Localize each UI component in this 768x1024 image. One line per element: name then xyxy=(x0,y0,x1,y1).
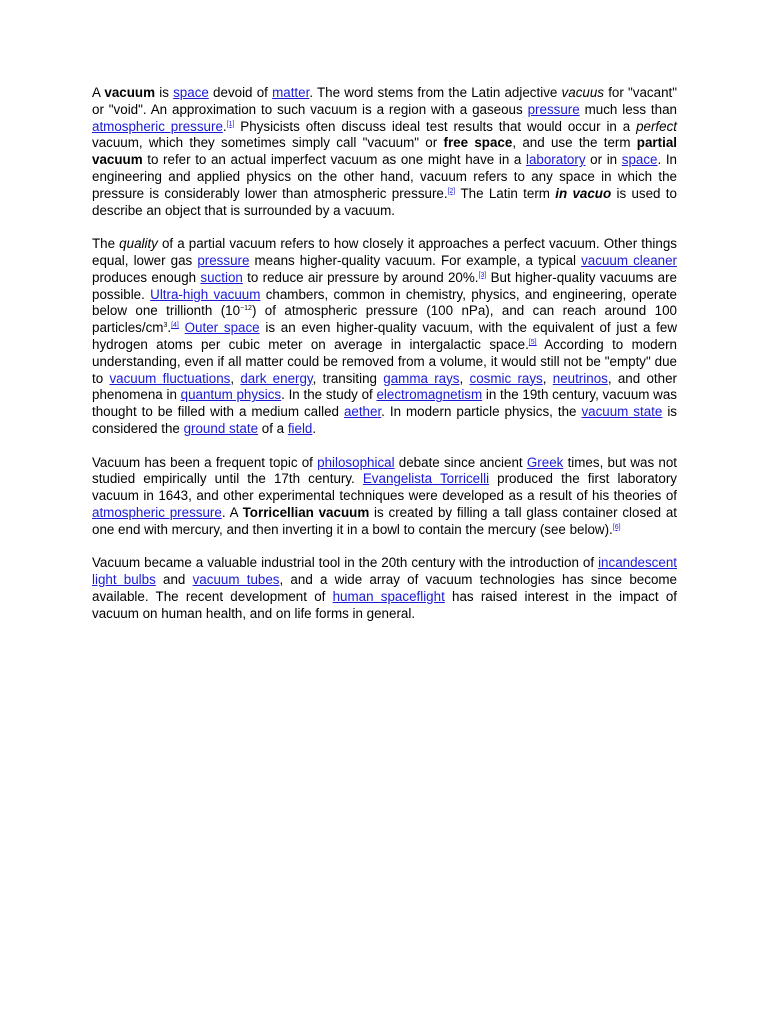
citation-superscript xyxy=(529,339,537,346)
wiki-link[interactable]: vacuum fluctuations xyxy=(109,370,231,386)
wiki-link[interactable]: space xyxy=(173,85,209,100)
text-run: of a partial vacuum refers to how closely it approaches a perfect vacuum. Other things equal, lower gas xyxy=(92,236,678,268)
text-run: Vacuum has been a frequent topic of xyxy=(92,454,318,470)
text-run: and xyxy=(155,572,193,588)
text-run: . xyxy=(312,420,317,436)
text-run: is used to describe an object that is surrounded by a vacuum. xyxy=(92,185,677,218)
wiki-link[interactable]: vacuum cleaner xyxy=(581,252,677,268)
bold-term: vacuum xyxy=(104,85,156,100)
text-run: , xyxy=(542,370,553,386)
text-run: is an even higher-quality vacuum, with the equivalent of just a few hydrogen atoms per cubic meter on average in intergalactic space. xyxy=(92,320,677,352)
citation-superscript xyxy=(171,322,179,329)
wiki-link[interactable]: incandescent light bulbs xyxy=(92,555,677,588)
text-run: . A xyxy=(221,504,243,520)
text-run: for "vacant" or "void". An approximation to such vacuum is a region with a gaseous xyxy=(92,85,677,117)
text-run: , xyxy=(230,370,241,386)
citation-superscript xyxy=(613,524,621,531)
text-run: The Latin term xyxy=(455,185,556,201)
text-run: of a xyxy=(258,420,288,436)
wiki-link[interactable]: ground state xyxy=(183,420,259,436)
citation-link[interactable]: [4] xyxy=(171,322,179,330)
text-run: . In engineering and applied physics on the other hand, vacuum refers to any space in which the pressure is considerably lower than atmospheric pressure. xyxy=(92,152,678,201)
text-run: , and a wide array of vacuum technologies has since become available. The recent development of xyxy=(92,572,677,604)
wiki-link[interactable]: atmospheric pressure xyxy=(92,118,223,134)
wiki-link[interactable]: cosmic rays xyxy=(469,370,543,386)
wiki-link[interactable]: human spaceflight xyxy=(332,588,445,604)
text-run: ) of atmospheric pressure (100 nPa), and can reach around 100 particles/cm xyxy=(92,303,677,336)
citation-link[interactable]: [2] xyxy=(447,187,456,195)
bold-term: Torricellian vacuum xyxy=(242,504,370,520)
italic-term: vacuus xyxy=(561,85,604,100)
text-run: According to modern understanding, even if all matter could be removed from a volume, it would still not be "empty" due to xyxy=(92,336,677,386)
article-body xyxy=(92,85,677,639)
text-run: debate since ancient xyxy=(394,454,527,470)
wiki-link[interactable]: vacuum tubes xyxy=(192,572,280,588)
text-run: devoid of xyxy=(208,85,273,100)
bold-term: free space xyxy=(443,135,513,151)
text-run: is created by filling a tall glass container closed at one end with mercury, and then inverting it in a bowl to contain the mercury (see below). xyxy=(92,504,677,537)
text-run: times, but was not studied empirically until the 17th century. xyxy=(92,454,678,487)
wiki-link[interactable]: atmospheric pressure xyxy=(92,504,222,520)
text-run: is considered the xyxy=(92,404,677,436)
text-run: produces enough xyxy=(92,269,201,285)
italic-term: quality xyxy=(119,236,158,252)
exponent-text: −12 xyxy=(240,305,252,313)
text-run: is xyxy=(155,85,174,100)
text-run: , xyxy=(459,370,470,386)
wiki-link[interactable]: vacuum state xyxy=(581,404,663,420)
text-run: . xyxy=(222,118,227,134)
text-run: , and other phenomena in xyxy=(92,370,677,403)
citation-link[interactable]: [6] xyxy=(612,523,621,531)
wiki-link[interactable]: Ultra-high vacuum xyxy=(150,286,261,302)
text-run: But higher-quality vacuums are possible. xyxy=(92,269,677,302)
wiki-link[interactable]: matter xyxy=(272,85,310,100)
wiki-link[interactable]: pressure xyxy=(527,101,580,117)
text-run: . xyxy=(167,320,172,336)
wiki-link[interactable]: neutrinos xyxy=(552,370,608,386)
text-run: Vacuum became a valuable industrial tool in the 20th century with the introduction of xyxy=(92,555,599,571)
wiki-link[interactable]: gamma rays xyxy=(383,370,460,386)
text-run: , and use the term xyxy=(512,135,637,151)
paragraph-industrial xyxy=(92,555,677,622)
text-run: Physicists often discuss ideal test results that would occur in a xyxy=(234,118,637,134)
text-run: . The word stems from the Latin adjective xyxy=(309,85,562,100)
wiki-link[interactable]: Outer space xyxy=(184,320,260,336)
text-run: vacuum, which they sometimes simply call "vacuum" or xyxy=(92,135,444,151)
text-run: The xyxy=(92,236,120,252)
wiki-link[interactable]: aether xyxy=(343,404,382,420)
wiki-link[interactable]: philosophical xyxy=(317,454,395,470)
wiki-link[interactable]: quantum physics xyxy=(180,387,282,403)
text-run: to reduce air pressure by around 20%. xyxy=(242,269,479,285)
text-run: or in xyxy=(585,152,622,168)
text-run: in the 19th century, vacuum was thought to be filled with a medium called xyxy=(92,387,677,420)
wiki-link[interactable]: space xyxy=(621,152,658,168)
text-run: to refer to an actual imperfect vacuum as one might have in a xyxy=(142,152,526,168)
paragraph-history xyxy=(92,455,677,539)
wiki-link[interactable]: suction xyxy=(200,269,243,285)
wiki-link[interactable]: pressure xyxy=(197,252,250,268)
text-run: has raised interest in the impact of vacuum on human health, and on life forms in general. xyxy=(92,588,677,621)
text-run: chambers, common in chemistry, physics, and engineering, operate below one trillionth (10 xyxy=(92,286,677,319)
exponent-text: 3 xyxy=(163,322,168,330)
text-run: . In the study of xyxy=(281,387,377,403)
wiki-link[interactable]: Greek xyxy=(526,454,564,470)
citation-link[interactable]: [3] xyxy=(478,271,487,279)
text-run: means higher-quality vacuum. For example, a typical xyxy=(249,252,582,268)
citation-link[interactable]: [1] xyxy=(226,120,235,128)
wiki-link[interactable]: dark energy xyxy=(240,370,313,386)
text-run: produced the first laboratory vacuum in 1643, and other experimental techniques were developed as a result of his theories of xyxy=(92,471,678,504)
text-run: A xyxy=(92,85,105,100)
wiki-link[interactable]: laboratory xyxy=(525,152,586,168)
italic-term: perfect xyxy=(636,118,677,134)
paragraph-intro xyxy=(92,85,677,219)
citation-link[interactable]: [5] xyxy=(528,338,537,346)
wiki-link[interactable]: electromagnetism xyxy=(376,387,483,403)
bold-italic-term: in vacuo xyxy=(555,185,612,201)
text-run: , transiting xyxy=(312,370,384,386)
wiki-link[interactable]: field xyxy=(287,420,313,436)
paragraph-quality xyxy=(92,236,677,438)
text-run: . In modern particle physics, the xyxy=(381,404,582,420)
text-run: much less than xyxy=(579,101,677,117)
bold-term: partial vacuum xyxy=(92,135,677,168)
wiki-link[interactable]: Evangelista Torricelli xyxy=(362,471,490,487)
